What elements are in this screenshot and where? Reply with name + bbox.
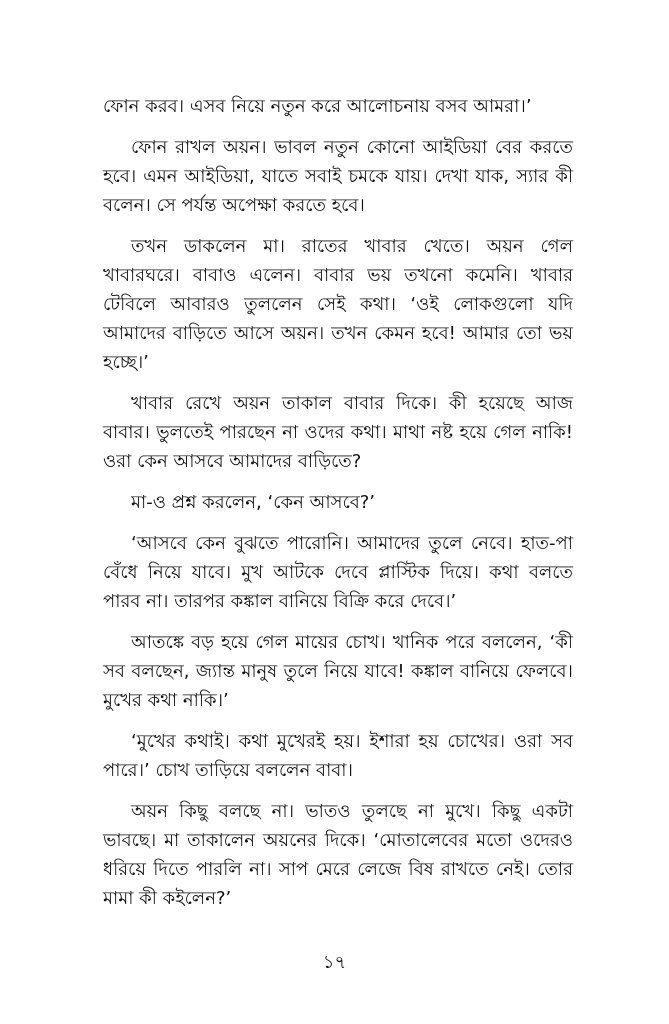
paragraph: ‘মুখের কথাই। কথা মুখেরই হয়। ইশারা হয় চোখের। ওরা সব পারে।’ চোখ তাড়িয়ে বললেন বাবা। (103, 731, 573, 781)
paragraph: মা-ও প্রশ্ন করলেন, ‘কেন আসবে?’ (131, 492, 375, 513)
page-number: ১৭ (322, 952, 347, 973)
body-text (103, 92, 573, 925)
paragraph: অয়ন কিছু বলছে না। ভাতও তুলছে না মুখে। কিছু একটা ভাবছে। মা তাকালেন অয়নের দিকে। ‘মোতালেবের মতো ওদেরও ধরিয়ে দিতে পারলি না। সাপ মেরে লেজে বিষ রাখতে নেই। তোর মামা কী কইলেন?’ (103, 801, 573, 909)
paragraph: আতঙ্কে বড় হয়ে গেল মায়ের চোখ। খানিক পরে বললেন, ‘কী সব বলছেন, জ্যান্ত মানুষ তুলে নিয়ে যাবে! কঙ্কাল বানিয়ে ফেলবে। মুখের কথা নাকি।’ (103, 632, 573, 711)
paragraph: ফোন রাখল অয়ন। ভাবল নতুন কোনো আইডিয়া বের করতে হবে। এমন আইডিয়া, যাতে সবাই চমকে যায়। দেখা যাক, স্যার কী বলেন। সে পর্যন্ত অপেক্ষা করতে হবে। (103, 137, 573, 216)
paragraph: খাবার রেখে অয়ন তাকাল বাবার দিকে। কী হয়েছে আজ বাবার। ভুলতেই পারছেন না ওদের কথা। মাথা নষ্ট হয়ে গেল নাকি! ওরা কেন আসবে আমাদের বাড়িতে? (103, 393, 573, 472)
paragraph: তখন ডাকলেন মা। রাতের খাবার খেতে। অয়ন গেল খাবারঘরে। বাবাও এলেন। বাবার ভয় তখনো কমেনি। খাবার টেবিলে আবারও তুললেন সেই কথা। ‘ওই লোকগুলো যদি আমাদের বাড়িতে আসে অয়ন। তখন কেমন হবে! আমার তো ভয় হচ্ছে।’ (103, 236, 573, 373)
paragraph: ‘আসবে কেন বুঝতে পারোনি। আমাদের তুলে নেবে। হাত-পা বেঁধে নিয়ে যাবে। মুখ আটকে দেবে প্লাস্টিক দিয়ে। কথা বলতে পারব না। তারপর কঙ্কাল বানিয়ে বিক্রি করে দেবে।’ (103, 533, 573, 612)
paragraph: ফোন করব। এসব নিয়ে নতুন করে আলোচনায় বসব আমরা।’ (103, 96, 532, 117)
